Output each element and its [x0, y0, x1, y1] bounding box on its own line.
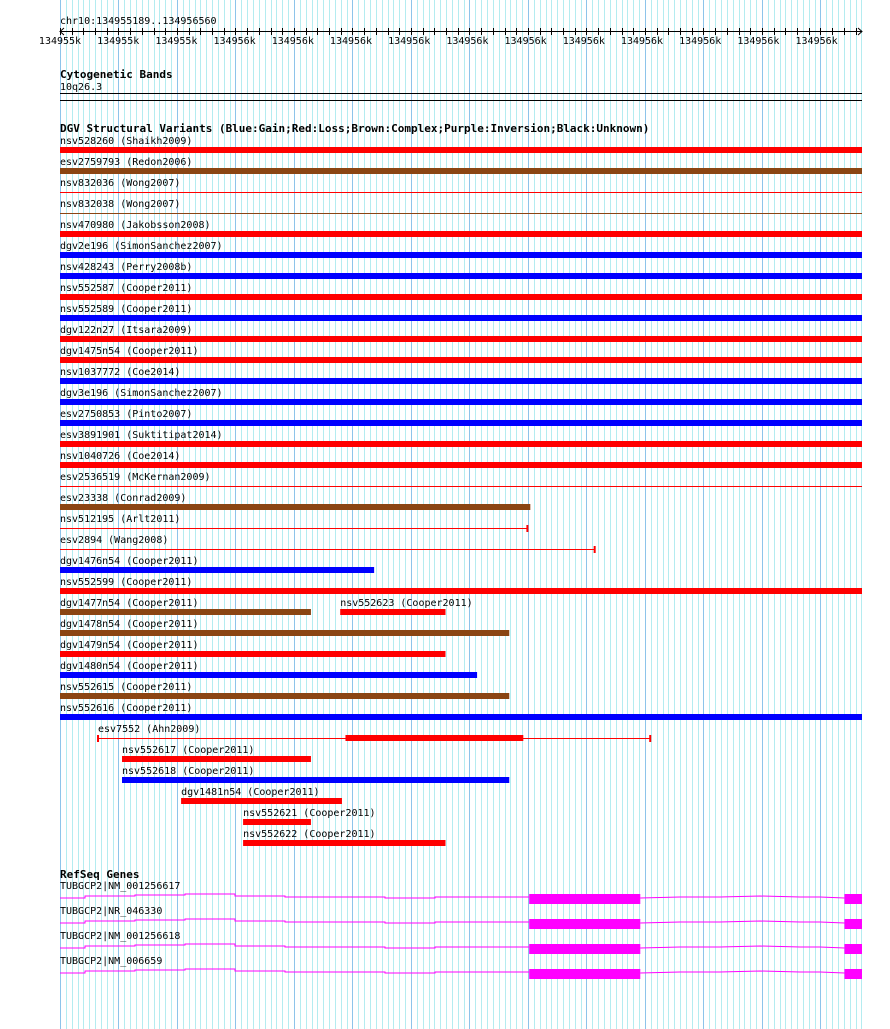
gene-exon[interactable] [844, 969, 862, 979]
sv-line[interactable] [60, 192, 862, 193]
sv-feature-label: nsv832036 (Wong2007) [60, 178, 181, 189]
sv-feature-label: nsv512195 (Arlt2011) [60, 514, 181, 525]
gene-model[interactable] [60, 906, 862, 929]
ruler-tick-label: 134956k [388, 36, 431, 47]
sv-feature-label: nsv832038 (Wong2007) [60, 199, 181, 210]
sv-feature-label: dgv1478n54 (Cooper2011) [60, 619, 199, 630]
sv-feature-label: nsv428243 (Perry2008b) [60, 262, 193, 273]
sv-bar[interactable] [60, 147, 862, 153]
sv-feature-label: nsv1040726 (Coe2014) [60, 451, 181, 462]
cytoband-line[interactable] [60, 93, 862, 94]
sv-feature[interactable] [60, 283, 862, 300]
sv-feature-label: nsv552623 (Cooper2011) [340, 598, 473, 609]
sv-line[interactable] [60, 549, 595, 550]
ruler-tick-label: 134955k [97, 36, 140, 47]
sv-bar[interactable] [60, 294, 862, 300]
sv-feature[interactable] [60, 241, 862, 258]
gene-label: TUBGCP2|NM_001256618 [60, 931, 181, 942]
gene-intron-line [640, 896, 844, 898]
sv-feature[interactable] [60, 472, 862, 487]
sv-feature[interactable] [60, 178, 862, 193]
sv-bar[interactable] [60, 567, 374, 573]
ruler-tick-label: 134956k [795, 36, 838, 47]
gene-intron-line [640, 921, 844, 923]
ruler-tick-label: 134956k [213, 36, 256, 47]
ruler-tick-label: 134956k [504, 36, 547, 47]
sv-feature-label: dgv1477n54 (Cooper2011) [60, 598, 199, 609]
track-title: RefSeq Genes [60, 868, 140, 881]
sv-feature[interactable] [60, 304, 862, 321]
sv-feature[interactable] [60, 682, 509, 699]
sv-feature-label: nsv552618 (Cooper2011) [122, 766, 255, 777]
sv-feature[interactable] [60, 493, 530, 510]
sv-bar[interactable] [60, 252, 862, 258]
sv-bar[interactable] [60, 399, 862, 405]
track-refseq-genes [60, 868, 862, 979]
sv-feature[interactable] [60, 346, 862, 363]
sv-feature[interactable] [60, 388, 862, 405]
sv-feature-label: nsv552616 (Cooper2011) [60, 703, 193, 714]
sv-feature-label: dgv2e196 (SimonSanchez2007) [60, 241, 223, 252]
ruler-tick-label: 134956k [271, 36, 314, 47]
gene-intron-line [640, 971, 844, 973]
sv-bar[interactable] [60, 315, 862, 321]
sv-bar[interactable] [60, 609, 311, 615]
gene-model[interactable] [60, 881, 862, 904]
sv-bar[interactable] [60, 378, 862, 384]
sv-bar[interactable] [60, 273, 862, 279]
sv-bar[interactable] [60, 693, 509, 699]
sv-line[interactable] [60, 486, 862, 487]
gene-exon[interactable] [844, 919, 862, 929]
sv-feature-label: esv3891901 (Suktitipat2014) [60, 430, 223, 441]
sv-feature[interactable] [122, 766, 509, 783]
sv-feature-label: dgv1479n54 (Cooper2011) [60, 640, 199, 651]
sv-bar[interactable] [60, 672, 477, 678]
sv-feature-label: esv7552 (Ahn2009) [98, 724, 201, 735]
ruler-tick-label: 134956k [329, 36, 373, 47]
sv-feature-label: esv2759793 (Redon2006) [60, 157, 193, 168]
sv-feature[interactable] [243, 829, 445, 846]
sv-bar[interactable] [243, 819, 311, 825]
sv-feature-label: nsv552615 (Cooper2011) [60, 682, 193, 693]
sv-feature[interactable] [60, 598, 311, 615]
ruler-tick-label: 134956k [562, 36, 605, 47]
track-cytogenetic-bands [60, 68, 862, 101]
sv-feature[interactable] [60, 661, 477, 678]
sv-end-cap [97, 735, 99, 742]
sv-feature[interactable] [60, 262, 862, 279]
gene-model[interactable] [60, 931, 862, 954]
sv-bar[interactable] [340, 609, 445, 615]
sv-feature[interactable] [60, 703, 862, 720]
sv-feature-label: nsv552617 (Cooper2011) [122, 745, 255, 756]
sv-bar[interactable] [60, 588, 862, 594]
sv-bar[interactable] [60, 231, 862, 237]
sv-feature-label: dgv1480n54 (Cooper2011) [60, 661, 199, 672]
sv-feature[interactable] [60, 409, 862, 426]
ruler-tick-label: 134955k [38, 36, 82, 47]
sv-feature-label: esv2536519 (McKernan2009) [60, 472, 211, 483]
sv-feature-label: nsv528260 (Shaikh2009) [60, 136, 193, 147]
sv-feature-label: nsv552587 (Cooper2011) [60, 283, 193, 294]
region-label: chr10:134955189..134956560 [60, 16, 217, 27]
sv-end-cap [526, 525, 528, 532]
sv-feature-label: dgv3e196 (SimonSanchez2007) [60, 388, 223, 399]
sv-feature[interactable] [60, 157, 862, 174]
sv-feature-label: nsv470980 (Jakobsson2008) [60, 220, 211, 231]
sv-bar[interactable] [243, 840, 445, 846]
track-dgv-structural-variants [60, 122, 862, 846]
sv-line[interactable] [60, 528, 527, 529]
sv-bar[interactable] [60, 462, 862, 468]
sv-feature[interactable] [60, 535, 596, 553]
ruler-tick-label: 134956k [679, 36, 722, 47]
sv-feature[interactable] [60, 619, 509, 636]
ruler-tick-label: 134956k [737, 36, 780, 47]
sv-feature[interactable] [60, 199, 862, 214]
sv-feature[interactable] [60, 451, 862, 468]
sv-bar[interactable] [60, 357, 862, 363]
sv-bar[interactable] [60, 504, 530, 510]
ruler-tick-label: 134956k [620, 36, 664, 47]
sv-bar[interactable] [122, 777, 509, 783]
sv-feature-label: nsv552589 (Cooper2011) [60, 304, 193, 315]
sv-feature[interactable] [243, 808, 375, 825]
sv-feature[interactable] [60, 220, 862, 237]
sv-feature[interactable] [60, 430, 862, 447]
sv-feature-label: esv2750853 (Pinto2007) [60, 409, 193, 420]
sv-end-cap [594, 546, 596, 553]
sv-bar[interactable] [60, 168, 862, 174]
sv-feature[interactable] [60, 136, 862, 153]
sv-feature[interactable] [60, 556, 374, 573]
sv-feature-label: dgv1481n54 (Cooper2011) [181, 787, 320, 798]
sv-bar[interactable] [60, 420, 862, 426]
gene-exon[interactable] [529, 944, 640, 954]
sv-feature[interactable] [60, 577, 862, 594]
gene-label: TUBGCP2|NM_006659 [60, 956, 163, 967]
sv-feature[interactable] [181, 787, 342, 804]
track-title: DGV Structural Variants (Blue:Gain;Red:Loss;Brown:Complex;Purple:Inversion;Black:Unknown) [60, 122, 650, 135]
sv-bar[interactable] [345, 735, 523, 741]
sv-bar[interactable] [181, 798, 342, 804]
gene-exon[interactable] [529, 894, 640, 904]
sv-bar[interactable] [60, 714, 862, 720]
sv-feature[interactable] [60, 325, 862, 342]
sv-line[interactable] [60, 213, 862, 214]
sv-bar[interactable] [60, 441, 862, 447]
sv-bar[interactable] [122, 756, 311, 762]
sv-feature-label: nsv1037772 (Coe2014) [60, 367, 181, 378]
gene-label: TUBGCP2|NM_001256617 [60, 881, 181, 892]
sv-feature-label: dgv122n27 (Itsara2009) [60, 325, 193, 336]
sv-feature-label: esv2894 (Wang2008) [60, 535, 169, 546]
sv-feature-label: dgv1476n54 (Cooper2011) [60, 556, 199, 567]
gene-model[interactable] [60, 956, 862, 979]
sv-feature-label: dgv1475n54 (Cooper2011) [60, 346, 199, 357]
sv-feature-label: nsv552599 (Cooper2011) [60, 577, 193, 588]
sv-feature-label: nsv552621 (Cooper2011) [243, 808, 376, 819]
ruler-tick-label: 134956k [446, 36, 489, 47]
gene-exon[interactable] [844, 944, 862, 954]
sv-bar[interactable] [60, 630, 509, 636]
sv-bar[interactable] [60, 336, 862, 342]
ruler-tick-label: 134955k [155, 36, 198, 47]
sv-feature-label: esv23338 (Conrad2009) [60, 493, 187, 504]
sv-feature[interactable] [60, 367, 862, 384]
grid-lines [61, 0, 862, 1029]
sv-end-cap [649, 735, 651, 742]
gene-exon[interactable] [529, 969, 640, 979]
sv-bar[interactable] [60, 651, 445, 657]
gene-exon[interactable] [529, 919, 640, 929]
sv-feature[interactable] [97, 724, 651, 742]
gene-intron-line [640, 946, 844, 948]
sv-feature-label: nsv552622 (Cooper2011) [243, 829, 376, 840]
cytoband-label: 10q26.3 [60, 82, 103, 93]
ruler[interactable] [39, 28, 862, 47]
track-title: Cytogenetic Bands [60, 68, 173, 81]
gene-label: TUBGCP2|NR_046330 [60, 906, 163, 917]
sv-feature[interactable] [60, 640, 445, 657]
track-divider [60, 100, 862, 101]
gene-exon[interactable] [844, 894, 862, 904]
